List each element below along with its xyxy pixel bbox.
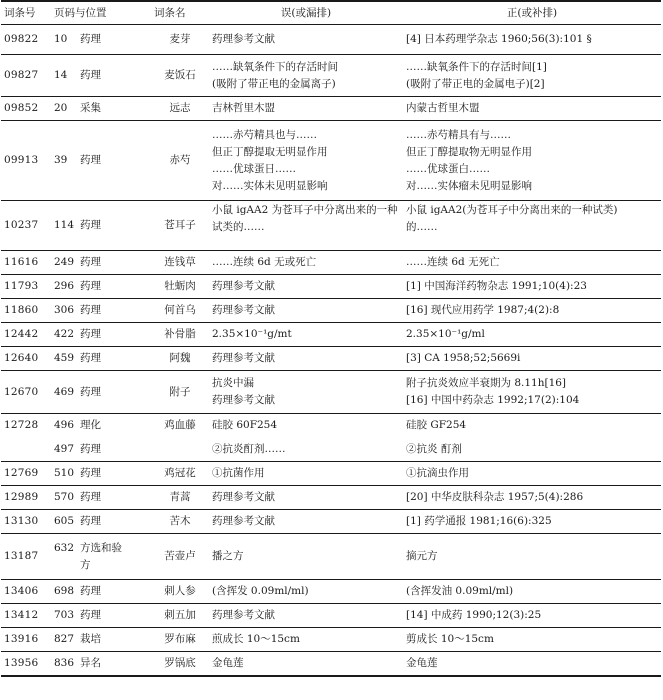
table-row [1,628,661,652]
entry-id: 13406 [1,580,51,604]
page-number: 703 [54,609,75,621]
page-number: 570 [54,491,75,503]
position: 药理 [80,154,101,166]
page-position [51,299,151,323]
page-position [51,323,151,347]
correction-line: [1] 药学通报 1981;16(6):325 [406,515,552,527]
page-number: 306 [54,304,75,316]
error-line: 药理参考文献 [212,491,275,503]
page-position [51,604,151,628]
page-position [51,251,151,275]
entry-id: 11860 [1,299,51,323]
error-line: 但正丁醇提取无明显作用 [212,145,328,158]
correction-line: ②抗炎 酊剂 [406,442,462,455]
page-position [51,25,151,55]
entry-id [1,438,51,462]
error-cell [209,25,403,55]
page-number: 20 [54,102,68,114]
entry-id: 12670 [1,371,51,414]
table-row [1,414,661,438]
error-line: 小鼠 igAA2 为苍耳子中分离出来的一种试类的…… [212,204,398,233]
error-line: ①抗菌作用 [212,467,265,479]
table-row [1,580,661,604]
error-line: 抗炎中漏 [212,377,254,389]
error-line: 播之方 [212,550,244,562]
page-number: 422 [54,328,75,340]
entry-id: 09822 [1,25,51,55]
term-name: 连钱草 [151,251,209,275]
page-position [51,55,151,97]
position: 方选和验方 [80,541,122,571]
page-position [51,347,151,371]
error-cell [209,486,403,510]
page-position [51,414,151,438]
correction-line: [16] 中国中药杂志 1992;17(2):104 [406,394,580,406]
term-name: 赤芍 [151,121,209,201]
page-number: 14 [54,69,68,81]
error-line: 吉林哲里木盟 [212,102,275,114]
error-cell [209,462,403,486]
position: 采集 [80,102,101,114]
page-number: 469 [54,385,75,398]
correction-cell [403,323,661,347]
error-line: 药理参考文献 [212,280,275,292]
error-line: 硅胶 60F254 [212,419,278,432]
page-number: 459 [54,352,75,364]
term-name: 附子 [151,371,209,414]
term-name: 罗布麻 [151,628,209,652]
table-row [1,275,661,299]
error-line: 药理参考文献 [212,609,275,621]
position: 药理 [80,609,101,621]
correction-cell [403,201,661,251]
entry-id: 09913 [1,121,51,201]
table-row [1,534,661,580]
page-position [51,652,151,676]
term-name: 远志 [151,97,209,121]
table-row [1,25,661,55]
table-row [1,201,661,251]
correction-line: 硅胶 GF254 [406,419,467,432]
entry-id: 10237 [1,201,51,251]
correction-line: [1] 中国海洋药物杂志 1991;10(4):23 [406,280,587,292]
correction-cell [403,55,661,97]
term-name: 刺人参 [151,580,209,604]
term-name [151,438,209,462]
table-row [1,652,661,676]
correction-cell [403,25,661,55]
table-row [1,347,661,371]
table-row [1,510,661,534]
correction-line: [14] 中成药 1990;12(3):25 [406,609,542,621]
page-position [51,121,151,201]
entry-id: 13956 [1,652,51,676]
correction-cell [403,534,661,580]
error-cell [209,534,403,580]
error-cell [209,121,403,201]
term-name: 苦木 [151,510,209,534]
correction-line: [20] 中华皮肤科杂志 1957;5(4):286 [406,491,584,503]
correction-line: 剪成长 10～15cm [406,633,494,645]
page-position [51,201,151,251]
page-number: 510 [54,467,75,479]
term-name: 刺五加 [151,604,209,628]
error-cell [209,414,403,438]
correction-cell [403,462,661,486]
page-position [51,486,151,510]
correction-line: 附子抗炎效应半衰期为 8.11h[16] [406,377,567,389]
position: 药理 [80,467,101,479]
page-number: 114 [54,219,75,231]
error-cell [209,251,403,275]
correction-line: ……赤芍精具有与…… [406,128,511,141]
term-name: 何首乌 [151,299,209,323]
position: 理化 [80,419,101,432]
error-line: ②抗炎酊剂…… [212,442,286,455]
error-cell [209,275,403,299]
error-line: 药理参考文献 [212,515,275,527]
page-number: 10 [54,33,68,45]
position: 药理 [80,515,101,527]
position: 药理 [80,491,101,503]
error-cell [209,323,403,347]
position: 异名 [80,656,101,669]
correction-cell [403,121,661,201]
entry-id: 12442 [1,323,51,347]
position: 药理 [80,280,101,292]
term-name: 麦芽 [151,25,209,55]
correction-line: ①抗滴虫作用 [406,467,469,479]
page-number: 39 [54,154,68,166]
correction-line: 但正丁醇提取物无明显作用 [406,145,532,158]
error-line: ……优球蛋日…… [212,162,296,175]
page-number: 605 [54,515,75,527]
entry-id: 13130 [1,510,51,534]
error-line: (吸附了带正电的金属离子) [212,77,336,90]
error-line: (含挥发 0.09ml/ml) [212,585,309,597]
correction-line: (含挥发油 0.09ml/ml) [406,585,514,597]
table-row [1,97,661,121]
correction-cell [403,275,661,299]
table-row [1,323,661,347]
correction-cell [403,486,661,510]
correction-line: ……连续 6d 无死亡 [406,256,500,268]
table-row [1,462,661,486]
error-cell [209,371,403,414]
page-position [51,438,151,462]
term-name: 罗锅底 [151,652,209,676]
position: 药理 [80,585,101,597]
error-line: 药理参考文献 [212,304,275,316]
entry-id: 12640 [1,347,51,371]
error-line: 2.35×10⁻¹g/mt [212,328,292,340]
correction-cell [403,510,661,534]
table-row [1,486,661,510]
position: 药理 [80,442,101,455]
correction-line: [4] 日本药理学杂志 1960;56(3):101 § [406,33,592,45]
page-position [51,462,151,486]
position: 药理 [80,385,101,398]
correction-cell [403,580,661,604]
error-cell [209,580,403,604]
term-name: 鸡血藤 [164,419,196,432]
correction-cell [403,371,661,414]
error-cell [209,604,403,628]
error-line: 药理参考文献 [212,394,275,406]
header-row [1,1,661,25]
error-cell [209,510,403,534]
position: 药理 [80,219,101,231]
correction-cell [403,628,661,652]
error-line: ……赤芍精具也与…… [212,128,317,141]
header-correction: 正(或补排) [403,1,661,25]
correction-cell [403,652,661,676]
term-name: 麦饭石 [151,55,209,97]
term-name: 补骨脂 [151,323,209,347]
error-line: 金龟莲 [212,656,244,669]
entry-id: 11793 [1,275,51,299]
page-position [51,371,151,414]
error-line: 药理参考文献 [212,33,275,45]
position: 药理 [80,328,101,340]
error-cell [209,97,403,121]
table-row [1,251,661,275]
correction-line: 内蒙古哲里木盟 [406,102,480,114]
correction-line: [3] CA 1958;52;5669i [406,352,521,364]
error-cell [209,347,403,371]
page-number: 296 [54,280,75,292]
entry-id: 13187 [1,534,51,580]
error-cell [209,55,403,97]
error-line: ……缺氧条件下的存活时间 [212,60,338,73]
page-number: 827 [54,633,75,645]
errata-table [1,0,661,677]
position: 栽培 [80,633,101,645]
entry-id: 12728 [4,419,39,432]
page-number: 836 [54,656,75,669]
table-row [1,438,661,462]
entry-id: 12769 [1,462,51,486]
correction-line: 金龟莲 [406,656,438,669]
correction-cell [403,438,661,462]
term-name: 鸡冠花 [151,462,209,486]
page-position [51,534,151,580]
error-line: 对……实体未见明显影响 [212,179,328,192]
page-number: 497 [54,442,75,455]
page-number: 249 [54,256,75,268]
entry-id: 09827 [1,55,51,97]
correction-line: [16] 现代应用药学 1987;4(2):8 [406,304,560,316]
header-error: 误(或漏排) [209,1,403,25]
position: 药理 [80,304,101,316]
entry-id: 13412 [1,604,51,628]
table-row [1,121,661,201]
position: 药理 [80,69,101,81]
page-position [51,510,151,534]
error-line: 药理参考文献 [212,352,275,364]
entry-id: 09852 [1,97,51,121]
term-name: 苍耳子 [151,201,209,251]
correction-line: (吸附了带正电的金属电子)[2] [406,77,545,90]
page-number: 698 [54,585,75,597]
position: 药理 [80,256,101,268]
correction-cell [403,604,661,628]
table-row [1,55,661,97]
position: 药理 [80,352,101,364]
page-position [51,97,151,121]
correction-line: 小鼠 igAA2(为苍耳子中分离出来的一种试类)的…… [406,204,618,233]
table-row [1,604,661,628]
correction-cell [403,97,661,121]
correction-cell [403,347,661,371]
error-cell [209,438,403,462]
error-cell [209,652,403,676]
error-cell [209,299,403,323]
page-number: 496 [54,419,75,432]
correction-line: 2.35×10⁻¹g/ml [406,328,485,340]
page-position [51,275,151,299]
correction-cell [403,251,661,275]
term-name: 阿魏 [151,347,209,371]
term-name: 牡蛎肉 [151,275,209,299]
header-term: 词条名 [151,1,209,25]
error-cell [209,628,403,652]
entry-id: 13916 [1,628,51,652]
table-row [1,371,661,414]
page-number: 632 [54,541,75,554]
page-position [51,580,151,604]
correction-line: 摘元方 [406,550,438,562]
error-cell [209,201,403,251]
entry-id: 12989 [1,486,51,510]
position: 药理 [80,33,101,45]
correction-line: ……优球蛋白…… [406,162,490,175]
correction-cell [403,299,661,323]
header-id: 词条号 [1,1,51,25]
header-page-position: 页码与位置 [51,1,151,25]
term-name: 青蒿 [151,486,209,510]
error-line: ……连续 6d 无或死亡 [212,256,317,268]
page-position [51,628,151,652]
entry-id: 11616 [1,251,51,275]
table-row [1,299,661,323]
correction-line: ……缺氧条件下的存活时间[1] [406,60,547,73]
correction-line: 对……实体瘤未见明显影响 [406,179,532,192]
error-line: 煎成长 10～15cm [212,633,300,645]
term-name: 苦壶卢 [151,534,209,580]
correction-cell [403,414,661,438]
